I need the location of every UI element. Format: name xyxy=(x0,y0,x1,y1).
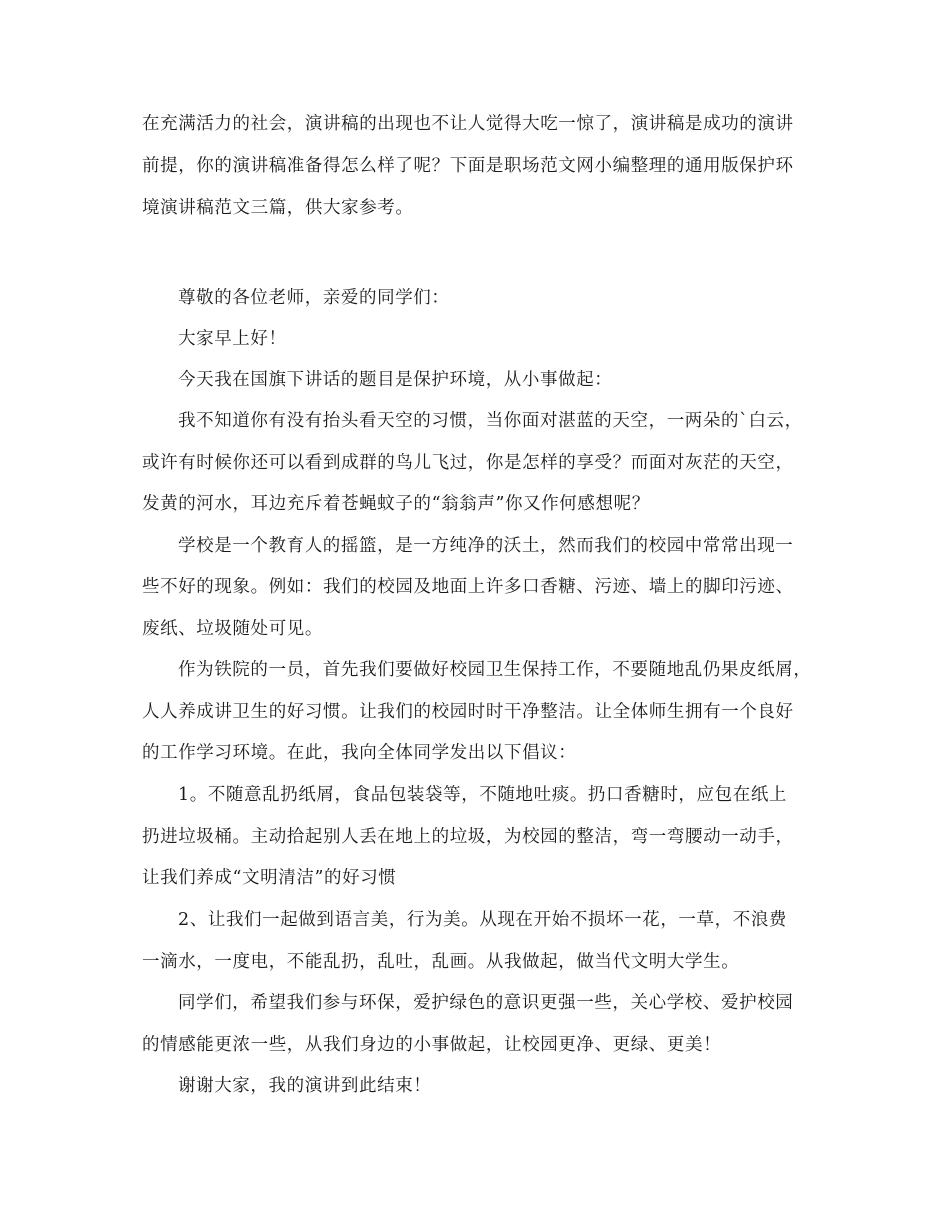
speech-line: 人人养成讲卫生的好习惯。让我们的校园时时干净整洁。让全体师生拥有一个良好 xyxy=(142,702,794,722)
speech-line: 的工作学习环境。在此，我向全体同学发出以下倡议： xyxy=(142,743,577,763)
speech-line: 作为铁院的一员，首先我们要做好校园卫生保持工作，不要随地乱仍果皮纸屑， xyxy=(178,660,812,680)
speech-line: 我不知道你有没有抬头看天空的习惯，当你面对湛蓝的天空，一两朵的`白云， xyxy=(178,411,803,431)
speech-line: 一滴水，一度电，不能乱扔，乱吐，乱画。从我做起，做当代文明大学生。 xyxy=(142,952,740,972)
speech-line: 学校是一个教育人的摇篮，是一方纯净的沃土，然而我们的校园中常常出现一 xyxy=(178,536,794,556)
speech-salutation: 尊敬的各位老师，亲爱的同学们： xyxy=(178,288,450,308)
speech-line: 发黄的河水，耳边充斥着苍蝇蚊子的“翁翁声”你又作何感想呢？ xyxy=(142,494,650,514)
speech-line: 让我们养成“文明清洁”的好习惯 xyxy=(142,868,397,888)
speech-line: 1。不随意乱扔纸屑，食品包装袋等，不随地吐痰。扔口香糖时，应包在纸上 xyxy=(178,785,788,805)
speech-greeting: 大家早上好！ xyxy=(178,329,287,349)
intro-line: 在充满活力的社会，演讲稿的出现也不让人觉得大吃一惊了，演讲稿是成功的演讲 xyxy=(142,114,794,134)
speech-line: 今天我在国旗下讲话的题目是保护环境，从小事做起： xyxy=(178,370,613,390)
speech-line: 同学们，希望我们参与环保，爱护绿色的意识更强一些，关心学校、爱护校园 xyxy=(178,993,794,1013)
speech-line: 2、让我们一起做到语言美，行为美。从现在开始不损坏一花，一草，不浪费 xyxy=(178,910,788,930)
speech-line: 废纸、垃圾随处可见。 xyxy=(142,619,323,639)
speech-line: 些不好的现象。例如：我们的校园及地面上许多口香糖、污迹、墙上的脚印污迹、 xyxy=(142,577,794,597)
speech-line: 扔进垃圾桶。主动拾起别人丢在地上的垃圾，为校园的整洁，弯一弯腰动一动手， xyxy=(142,827,794,847)
speech-closing: 谢谢大家，我的演讲到此结束！ xyxy=(178,1076,432,1096)
intro-line: 前提，你的演讲稿准备得怎么样了呢？下面是职场范文网小编整理的通用版保护环 xyxy=(142,156,794,176)
speech-line: 的情感能更浓一些，从我们身边的小事做起，让校园更净、更绿、更美！ xyxy=(142,1035,722,1055)
speech-line: 或许有时候你还可以看到成群的鸟儿飞过，你是怎样的享受？而面对灰茫的天空， xyxy=(142,453,794,473)
intro-line: 境演讲稿范文三篇，供大家参考。 xyxy=(142,198,414,218)
